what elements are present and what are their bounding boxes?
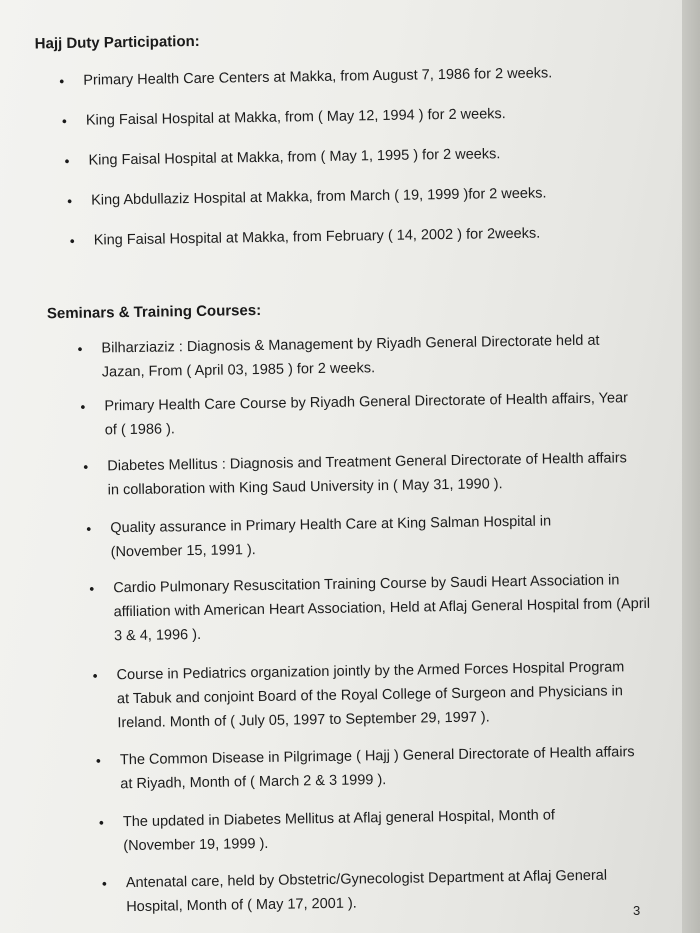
seminar-list-item	[92, 655, 637, 735]
seminar-item-text: Diabetes Mellitus : Diagnosis and Treatment General Directorate of Health affairs in collaboration with King Saud University in ( May 31, 1990 ).	[107, 450, 627, 499]
bullet-icon: •	[77, 340, 83, 357]
bullet-icon: •	[95, 752, 101, 769]
page-edge-shadow	[682, 0, 700, 933]
hajj-list-item	[59, 60, 643, 93]
bullet-icon: •	[69, 232, 75, 249]
seminar-item-text: The updated in Diabetes Mellitus at Aflaj general Hospital, Month of (November 19, 1999 ).	[122, 807, 556, 855]
hajj-section-title: Hajj Duty Participation:	[34, 32, 200, 53]
page-number: 3	[633, 903, 641, 918]
bullet-icon: •	[64, 152, 70, 170]
seminar-list-item	[86, 509, 591, 565]
seminar-item-text: Antenatal care, held by Obstetric/Gynecologist Department at Aflaj General Hospital, Month of ( May 17, 2001 ).	[125, 867, 608, 916]
bullet-icon: •	[80, 398, 86, 415]
seminar-item-text: The Common Disease in Pilgrimage ( Hajj ) General Directorate of Health affairs at Riyadh, Month of ( March 2 & 3 1999 ).	[119, 744, 635, 793]
hajj-list-item	[61, 100, 646, 133]
bullet-icon: •	[59, 73, 65, 90]
seminars-section-title: Seminars & Training Courses:	[46, 301, 262, 323]
bullet-icon: •	[89, 580, 95, 597]
hajj-item-text: King Faisal Hospital at Makka, from ( May 12, 1994 ) for 2 weeks.	[85, 106, 506, 129]
seminar-list-item	[77, 328, 642, 384]
hajj-item-text: Primary Health Care Centers at Makka, from August 7, 1986 for 2 weeks.	[83, 65, 553, 89]
seminar-list-item	[83, 446, 628, 502]
hajj-list-item	[64, 140, 648, 173]
hajj-list-item	[67, 180, 651, 213]
seminar-list-item	[98, 803, 604, 859]
hajj-item-text: King Faisal Hospital at Makka, from ( May 1, 1995 ) for 2 weeks.	[88, 146, 501, 169]
seminar-item-text: Cardio Pulmonary Resuscitation Training Course by Saudi Heart Association in affiliation with American Heart Association, Held at Aflaj General Hospital from (April 3 & 4, 1996 ).	[113, 572, 651, 645]
bullet-icon: •	[61, 112, 67, 130]
seminar-list-item	[101, 863, 667, 919]
bullet-icon: •	[98, 814, 104, 831]
seminar-list-item	[95, 740, 641, 796]
bullet-icon: •	[101, 875, 107, 892]
bullet-icon: •	[67, 192, 73, 209]
seminar-item-text: Quality assurance in Primary Health Care at King Salman Hospital in (November 15, 1991 ).	[110, 513, 552, 561]
seminar-item-text: Course in Pediatrics organization jointly by the Armed Forces Hospital Program at Tabuk and conjoint Board of the Royal College of Surgeon and Physicians in Ireland. Month of ( July 05, 1997 to September 29, 1997 ).	[116, 659, 625, 732]
seminar-item-text: Bilharziaziz : Diagnosis & Management by Riyadh General Directorate held at Jazan, From ( April 03, 1985 ) for 2 weeks.	[101, 332, 600, 381]
bullet-icon: •	[92, 667, 98, 684]
hajj-item-text: King Abdullaziz Hospital at Makka, from March ( 19, 1999 )for 2 weeks.	[91, 185, 547, 209]
seminar-list-item	[89, 568, 659, 649]
hajj-list-item	[69, 220, 654, 253]
bullet-icon: •	[86, 520, 92, 537]
seminar-list-item	[80, 386, 635, 442]
bullet-icon: •	[83, 458, 89, 475]
seminar-item-text: Primary Health Care Course by Riyadh General Directorate of Health affairs, Year of ( 1986 ).	[104, 390, 629, 439]
hajj-item-text: King Faisal Hospital at Makka, from February ( 14, 2002 ) for 2weeks.	[93, 225, 541, 249]
